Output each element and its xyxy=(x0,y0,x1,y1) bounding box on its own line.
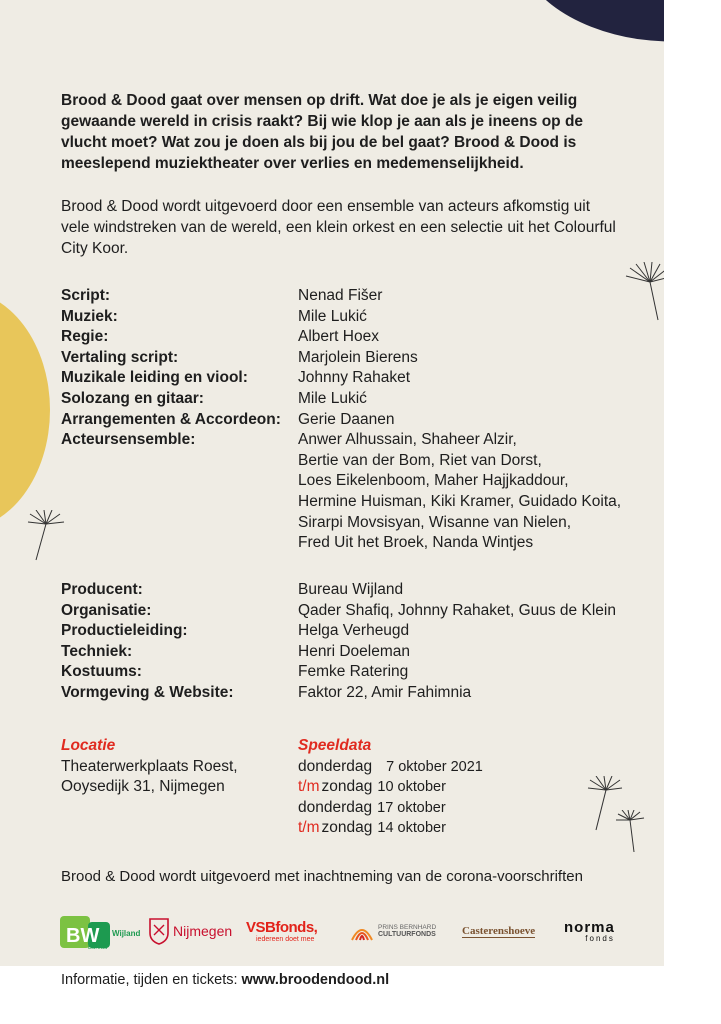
website-link[interactable]: www.broodendood.nl xyxy=(241,972,390,988)
nijmegen-logo-text: Nijmegen xyxy=(173,923,233,939)
credit-role: Arrangementen & Accordeon: xyxy=(61,410,281,428)
location-line-1: Theaterwerkplaats Roest, xyxy=(61,757,238,775)
credit-row xyxy=(61,451,661,472)
norma-fonds-logo xyxy=(564,912,615,950)
production-row xyxy=(61,580,661,601)
location-block xyxy=(61,736,238,798)
credit-role xyxy=(61,533,298,554)
credit-name: Gerie Daanen xyxy=(298,410,395,428)
wijland-logo-mark xyxy=(58,912,142,950)
production-name: Femke Ratering xyxy=(298,663,409,681)
production-role: Productieleiding: xyxy=(61,622,188,640)
production-role: Producent: xyxy=(61,581,143,598)
casterenshoeve-logo xyxy=(462,912,535,950)
footer-label: Informatie, tijden en tickets: xyxy=(61,972,242,988)
credit-row xyxy=(61,471,661,492)
production-row xyxy=(61,601,661,622)
date-range-prefix: t/m xyxy=(298,778,320,796)
credit-role xyxy=(61,451,298,472)
date-range-prefix: t/m xyxy=(298,819,320,837)
production-row xyxy=(61,683,661,704)
prins-bernhard-logo-line1: PRINS BERNHARD xyxy=(378,924,437,931)
vsbfonds-logo-tagline: iedereen doet mee xyxy=(256,936,315,943)
credit-role xyxy=(61,471,298,492)
credit-row xyxy=(61,368,661,389)
covid-note: Brood & Dood wordt uitgevoerd met inachtneming van de corona-voorschriften xyxy=(61,868,583,885)
production-name: Faktor 22, Amir Fahimnia xyxy=(298,683,472,701)
location-heading: Locatie xyxy=(61,737,116,754)
prins-bernhard-logo xyxy=(350,912,436,950)
vsbfonds-logo-name: VSBfonds, xyxy=(246,919,318,936)
credit-role: Regie: xyxy=(61,328,109,346)
credit-role: Muziek: xyxy=(61,307,118,325)
production-name: Qader Shafiq, Johnny Rahaket, Guus de Klein xyxy=(298,601,616,619)
calendar-date: 17 oktober xyxy=(377,799,446,816)
performance-date-row xyxy=(298,818,483,839)
credit-name: Mile Lukić xyxy=(298,307,367,325)
dandelion-seed-icon xyxy=(614,810,646,854)
wijland-logo-name: Wijland xyxy=(112,929,141,938)
calendar-date: 7 oktober 2021 xyxy=(386,758,483,775)
credit-row xyxy=(61,410,661,431)
sponsor-logos xyxy=(58,912,650,950)
credit-name: Anwer Alhussain, Shaheer Alzir, xyxy=(298,431,517,449)
credit-role: Solozang en gitaar: xyxy=(61,389,204,407)
credit-name: Loes Eikelenboom, Maher Hajjkaddour, xyxy=(298,472,569,490)
production-role: Kostuums: xyxy=(61,663,142,681)
credit-name: Marjolein Bierens xyxy=(298,348,418,366)
credit-role: Script: xyxy=(61,287,111,304)
credit-name: Bertie van der Bom, Riet van Dorst, xyxy=(298,451,542,469)
weekday: donderdag xyxy=(298,757,373,775)
norma-fonds-logo-line2: fonds xyxy=(585,934,615,943)
performance-date-row xyxy=(298,757,483,778)
production-list xyxy=(61,580,661,704)
credit-row xyxy=(61,286,661,307)
production-name: Helga Verheugd xyxy=(298,622,410,640)
weekday: donderdag xyxy=(298,798,373,816)
performance-date-row xyxy=(298,777,483,798)
credit-role: Muzikale leiding en viool: xyxy=(61,369,248,387)
wijland-logo xyxy=(58,912,142,950)
dates-heading: Speeldata xyxy=(298,737,372,754)
intro-paragraph: Brood & Dood wordt uitgevoerd door een ensemble van acteurs afkomstig uit vele windstreken van de wereld, een klein orkest en een selectie uit het Colourful City Koor. xyxy=(61,198,616,257)
production-role: Organisatie: xyxy=(61,601,152,619)
credit-row xyxy=(61,389,661,410)
production-name: Henri Doeleman xyxy=(298,642,410,660)
calendar-date: 14 oktober xyxy=(377,820,446,837)
production-row xyxy=(61,642,661,663)
nijmegen-logo xyxy=(148,912,232,950)
production-role: Techniek: xyxy=(61,642,133,660)
dates-block xyxy=(298,736,483,839)
yellow-ink-blob xyxy=(0,290,50,530)
intro-bold-paragraph: Brood & Dood gaat over mensen op drift. Wat doe je als je eigen veilig gewaande wereld in crisis raakt? Bij wie klop je aan als je ineens op de vlucht moet? Wat zou je doen als bij jou de bel gaat? Brood & Dood is meeslepend muziektheater over verlies en medemenselijkheid. xyxy=(61,92,584,172)
credits-list xyxy=(61,286,661,554)
footer xyxy=(61,972,389,988)
production-role: Vormgeving & Website: xyxy=(61,683,234,701)
credit-row xyxy=(61,307,661,328)
navy-ink-blob xyxy=(511,0,664,57)
location-line-2: Ooysedijk 31, Nijmegen xyxy=(61,778,225,796)
credit-role: Acteursensemble: xyxy=(61,431,196,449)
credit-role: Vertaling script: xyxy=(61,348,179,366)
credit-role xyxy=(61,513,298,534)
dandelion-seed-icon xyxy=(26,510,66,562)
credit-row xyxy=(61,513,661,534)
calendar-date: 10 oktober xyxy=(377,779,446,796)
norma-fonds-logo-line1: norma xyxy=(564,919,615,936)
credit-name: Fred Uit het Broek, Nanda Wintjes xyxy=(298,534,534,552)
performance-date-row xyxy=(298,798,483,819)
credit-name: Nenad Fišer xyxy=(298,287,383,304)
prins-bernhard-logo-line2: CULTUURFONDS xyxy=(378,931,436,938)
wijland-logo-letters: BW xyxy=(66,925,100,947)
credit-role xyxy=(61,492,298,513)
nijmegen-crest-icon xyxy=(148,917,170,945)
credit-row xyxy=(61,533,661,554)
production-row xyxy=(61,662,661,683)
credit-name: Mile Lukić xyxy=(298,389,367,407)
prins-bernhard-fan-icon xyxy=(350,920,374,942)
credit-name: Albert Hoex xyxy=(298,328,379,346)
wijland-logo-sub: Bureau xyxy=(88,945,108,950)
credit-row xyxy=(61,492,661,513)
weekday: zondag xyxy=(321,819,373,837)
credit-row xyxy=(61,348,661,369)
credit-name: Johnny Rahaket xyxy=(298,369,411,387)
weekday: zondag xyxy=(321,778,373,796)
credit-name: Hermine Huisman, Kiki Kramer, Guidado Koita, xyxy=(298,492,622,510)
casterenshoeve-logo-text: Casterenshoeve xyxy=(462,924,536,937)
production-row xyxy=(61,621,661,642)
credit-name: Sirarpi Movsisyan, Wisanne van Nielen, xyxy=(298,513,572,531)
credit-row xyxy=(61,327,661,348)
production-name: Bureau Wijland xyxy=(298,581,404,598)
credit-row xyxy=(61,430,661,451)
vsbfonds-logo xyxy=(246,912,317,950)
